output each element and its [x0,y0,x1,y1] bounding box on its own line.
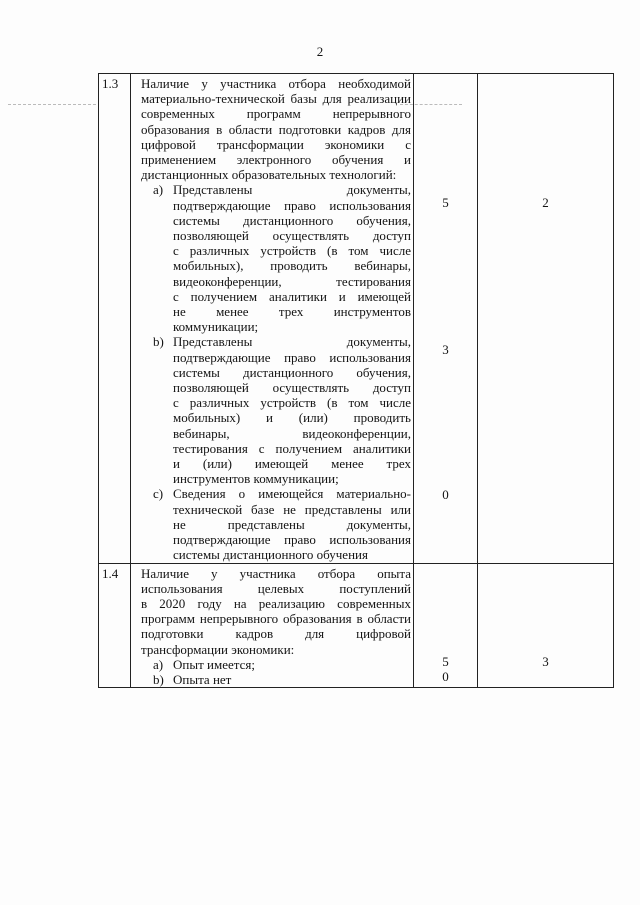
text-line: и (или) имеющей менее трех [173,456,411,472]
option-marker: b) [153,671,164,687]
text-line: коммуникации; [173,319,259,335]
text-line: не представлены документы, [173,516,411,532]
points-value: 0 [442,668,449,684]
text-line: подтверждающие право использования [173,197,411,213]
criterion-description [131,74,414,564]
page-number: 2 [316,44,324,59]
criterion-description [131,563,414,688]
criteria-table [98,73,614,688]
text-line: применением электронного обучения и [141,152,411,168]
text-line: материально-технической базы для реализации [141,91,411,107]
points-cell [414,563,478,688]
text-line: подтверждающие право использования [173,532,411,548]
text-line: дистанционных образовательных технологий: [141,167,397,183]
text-line: Сведения о имеющейся материально- [173,486,411,502]
table-row [99,563,614,688]
option-marker: b) [153,334,164,350]
text-line: в 2020 году на реализацию современных [141,595,411,611]
text-line: системы дистанционного обучения, [173,364,411,380]
text-line: с различных устройств (в том числе [173,395,411,411]
text-line: не менее трех инструментов [173,304,411,320]
points-value: 5 [442,195,449,210]
text-line: инструментов коммуникации; [173,471,339,487]
text-line: с различных устройств (в том числе [173,243,411,259]
text-line: системы дистанционного обучения, [173,212,411,228]
text-line: образования в области подготовки кадров для [141,121,411,137]
text-line: подготовки кадров для цифровой [141,626,411,642]
text-line: Наличие у участника отбора опыта [141,565,411,581]
text-line: системы дистанционного обучения [173,547,368,563]
text-line: вебинары, видеоконференции, [173,425,411,441]
option-c [153,486,411,562]
text-line: технической базе не представлены или [173,501,411,517]
points-cell [414,74,478,564]
weight-value: 2 [542,195,549,210]
weight-cell [478,74,614,564]
option-marker: c) [153,486,164,502]
text-line: с получением аналитики и имеющей [173,288,411,304]
text-line: мобильных), проводить вебинары, [173,258,411,274]
text-line: мобильных) и (или) проводить [173,410,411,426]
weight-cell [478,563,614,688]
row-number: 1.4 [99,563,131,688]
text-line: подтверждающие право использования [173,349,411,365]
text-line: Опыт имеется; [173,656,255,672]
option-a [153,657,411,672]
option-marker: a) [153,656,164,672]
option-b [153,334,411,486]
text-line: программ непрерывного образования в области [141,611,411,627]
text-line: тестирования с получением аналитики [173,440,411,456]
text-line: цифровой трансформации экономики с [141,136,411,152]
text-line: позволяющей осуществлять доступ [173,380,411,396]
scan-dash-left [8,104,96,105]
text-line: Представлены документы, [173,334,411,350]
weight-value: 3 [542,653,549,669]
points-value: 3 [442,342,449,357]
text-line: использования целевых поступлений [141,580,411,596]
text-line: трансформации экономики: [141,641,295,657]
option-a [153,182,411,334]
points-value: 5 [442,653,449,669]
text-line: видеоконференции, тестирования [173,273,411,289]
text-line: Наличие у участника отбора необходимой [141,76,411,91]
points-value: 0 [442,487,449,502]
option-marker: a) [153,182,164,198]
table-row [99,74,614,564]
text-line: современных программ непрерывного [141,106,411,122]
text-line: Представлены документы, [173,182,411,198]
row-number: 1.3 [99,74,131,564]
option-b [153,672,411,687]
text-line: Опыта нет [173,671,232,687]
text-line: позволяющей осуществлять доступ [173,228,411,244]
